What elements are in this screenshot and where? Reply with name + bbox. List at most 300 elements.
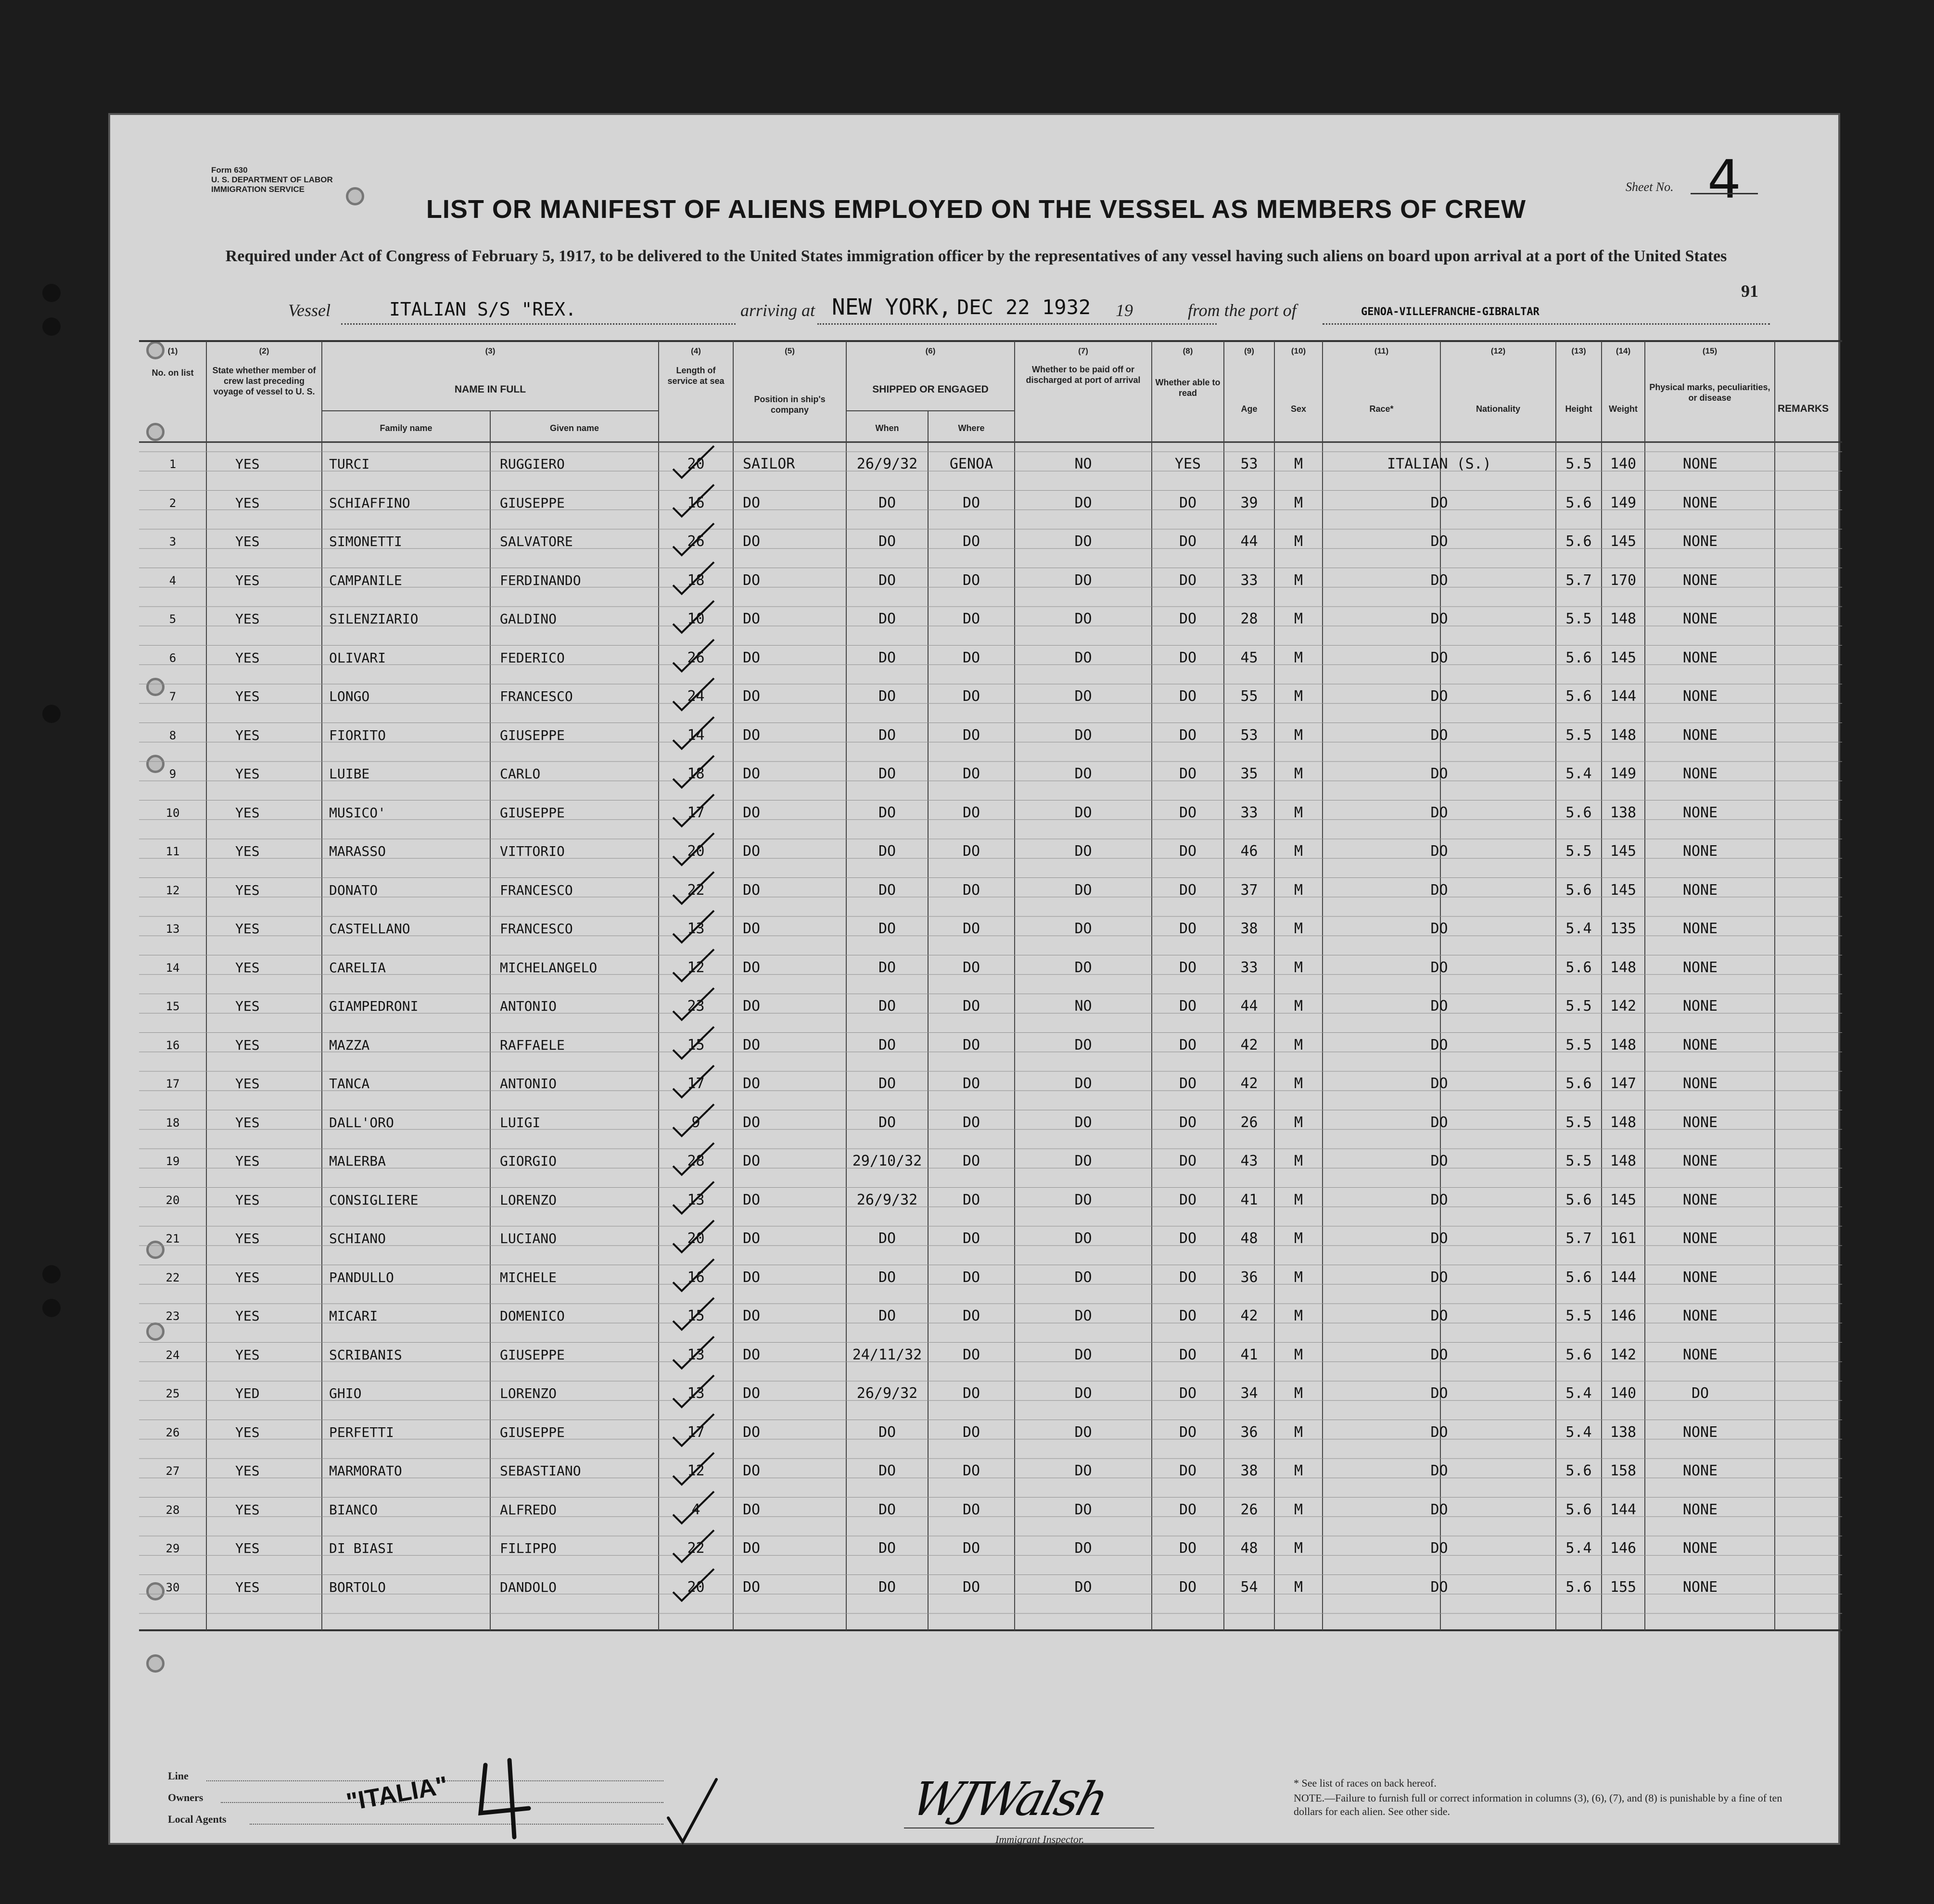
cell-read: DO (1179, 1346, 1197, 1363)
cell-family: MICARI (329, 1308, 378, 1324)
arrival-date: DEC 22 1932 (957, 295, 1091, 319)
cell-position: DO (743, 649, 761, 666)
cell-family: MALERBA (329, 1153, 386, 1169)
cell-age: 26 (1240, 1501, 1258, 1518)
cell-sex: M (1294, 1462, 1303, 1479)
cell-paid: DO (1074, 1346, 1092, 1363)
cell-prev: YES (235, 1579, 260, 1595)
cell-sex: M (1294, 494, 1303, 511)
cell-height: 5.4 (1565, 920, 1592, 937)
vessel-name: ITALIAN S/S "REX. (389, 299, 576, 320)
cell-position: DO (743, 533, 761, 550)
column-header: Height (1565, 404, 1592, 414)
cell-paid: DO (1074, 533, 1092, 550)
cell-read: DO (1179, 1307, 1197, 1324)
cell-given: DOMENICO (500, 1308, 565, 1324)
cell-prev: YES (235, 456, 260, 472)
cell-prev: YES (235, 1308, 260, 1324)
cell-service: 17 (687, 804, 705, 821)
cell-prev: YES (235, 882, 260, 898)
handwritten-mark (476, 1755, 548, 1842)
cell-weight: 142 (1610, 1346, 1637, 1363)
cell-position: DO (743, 1385, 761, 1402)
cell-no: 3 (169, 535, 177, 548)
cell-where: DO (962, 1191, 980, 1208)
cell-family: CONSIGLIERE (329, 1192, 419, 1208)
cell-family: PANDULLO (329, 1269, 394, 1285)
column-number: (5) (785, 346, 795, 355)
cell-given: GALDINO (500, 611, 557, 627)
cell-service: 23 (687, 998, 705, 1015)
cell-weight: 148 (1610, 1153, 1637, 1169)
cell-when: DO (878, 1230, 896, 1247)
column-number: (15) (1702, 346, 1718, 355)
cell-weight: 145 (1610, 649, 1637, 666)
page-number: 91 (1741, 281, 1758, 301)
cell-marks: NONE (1682, 1269, 1718, 1286)
cell-height: 5.5 (1565, 1307, 1592, 1324)
department: U. S. DEPARTMENT OF LABOR (211, 175, 333, 184)
cell-where: DO (962, 959, 980, 976)
cell-paid: DO (1074, 959, 1092, 976)
cell-given: SALVATORE (500, 533, 573, 549)
cell-sex: M (1294, 1153, 1303, 1169)
cell-sex: M (1294, 1036, 1303, 1054)
cell-age: 33 (1240, 804, 1258, 821)
cell-when: DO (878, 533, 896, 550)
column-number: (1) (167, 346, 178, 355)
cell-service: 13 (687, 1385, 705, 1402)
owners-underline (221, 1802, 663, 1803)
cell-position: DO (743, 1501, 761, 1518)
cell-given: GIUSEPPE (500, 1346, 565, 1363)
cell-where: DO (962, 1114, 980, 1131)
cell-marks: NONE (1682, 920, 1718, 937)
cell-sex: M (1294, 1540, 1303, 1557)
cell-no: 25 (165, 1387, 180, 1400)
cell-family: DONATO (329, 882, 378, 898)
cell-given: GIUSEPPE (500, 727, 565, 743)
cell-read: DO (1179, 494, 1197, 511)
column-number: (12) (1490, 346, 1506, 355)
cell-age: 53 (1240, 456, 1258, 472)
cell-when: DO (878, 1462, 896, 1479)
cell-when: DO (878, 1114, 896, 1131)
cell-prev: YES (235, 495, 260, 511)
cell-race: DO (1430, 688, 1448, 705)
cell-sex: M (1294, 1423, 1303, 1441)
cell-prev: YES (235, 843, 260, 859)
cell-age: 44 (1240, 998, 1258, 1015)
cell-sex: M (1294, 959, 1303, 976)
cell-age: 34 (1240, 1385, 1258, 1402)
cell-prev: YES (235, 1037, 260, 1053)
cell-prev: YES (235, 959, 260, 976)
cell-race: DO (1430, 920, 1448, 937)
cell-given: LORENZO (500, 1385, 557, 1401)
cell-sex: M (1294, 1385, 1303, 1402)
cell-prev: YES (235, 533, 260, 549)
cell-no: 28 (165, 1503, 180, 1517)
cell-age: 36 (1240, 1269, 1258, 1286)
subheader-where: Where (958, 423, 985, 433)
cell-prev: YES (235, 1501, 260, 1518)
cell-when: DO (878, 959, 896, 976)
cell-given: MICHELANGELO (500, 959, 598, 976)
cell-position: DO (743, 1578, 761, 1596)
cell-sex: M (1294, 571, 1303, 589)
cell-prev: YES (235, 727, 260, 743)
cell-where: DO (962, 1269, 980, 1286)
cell-no: 16 (165, 1038, 180, 1052)
cell-position: DO (743, 1423, 761, 1441)
binder-hole (42, 705, 61, 723)
cell-age: 53 (1240, 726, 1258, 744)
cell-position: DO (743, 1462, 761, 1479)
cell-when: DO (878, 1075, 896, 1092)
cell-height: 5.6 (1565, 1269, 1592, 1286)
cell-family: DALL'ORO (329, 1114, 394, 1130)
cell-paid: DO (1074, 1230, 1092, 1247)
cell-no: 8 (169, 728, 177, 742)
cell-where: DO (962, 726, 980, 744)
cell-race: ITALIAN (S.) (1387, 456, 1491, 472)
cell-family: BORTOLO (329, 1579, 386, 1595)
cell-no: 27 (165, 1464, 180, 1478)
cell-race: DO (1430, 1540, 1448, 1557)
cell-given: FRANCESCO (500, 882, 573, 898)
cell-when: 26/9/32 (856, 456, 918, 472)
cell-when: 26/9/32 (856, 1191, 918, 1208)
cell-where: DO (962, 1385, 980, 1402)
cell-given: FERDINANDO (500, 572, 581, 588)
cell-where: DO (962, 494, 980, 511)
cell-marks: NONE (1682, 1423, 1718, 1441)
cell-given: ANTONIO (500, 1076, 557, 1092)
column-header: Race* (1369, 404, 1394, 414)
cell-prev: YES (235, 1540, 260, 1556)
cell-marks: NONE (1682, 1540, 1718, 1557)
cell-where: DO (962, 1036, 980, 1054)
cell-prev: YES (235, 1231, 260, 1246)
cell-weight: 146 (1610, 1307, 1637, 1324)
cell-race: DO (1430, 1269, 1448, 1286)
cell-when: DO (878, 765, 896, 782)
binder-hole (42, 1299, 61, 1317)
cell-race: DO (1430, 1036, 1448, 1054)
column-number: (4) (691, 346, 701, 355)
cell-height: 5.4 (1565, 1423, 1592, 1441)
cell-no: 11 (165, 845, 180, 858)
cell-height: 5.4 (1565, 1540, 1592, 1557)
cell-no: 7 (169, 690, 177, 703)
cell-age: 35 (1240, 765, 1258, 782)
cell-race: DO (1430, 1114, 1448, 1131)
cell-when: DO (878, 881, 896, 899)
cell-height: 5.4 (1565, 765, 1592, 782)
column-number: (8) (1183, 346, 1193, 355)
cell-height: 5.6 (1565, 533, 1592, 550)
cell-marks: NONE (1682, 688, 1718, 705)
cell-weight: 140 (1610, 1385, 1637, 1402)
cell-read: DO (1179, 1385, 1197, 1402)
cell-position: DO (743, 1269, 761, 1286)
cell-sex: M (1294, 920, 1303, 937)
cell-paid: DO (1074, 1191, 1092, 1208)
cell-where: DO (962, 649, 980, 666)
binder-hole (42, 284, 61, 302)
cell-race: DO (1430, 1075, 1448, 1092)
year-label: 19 (1116, 301, 1133, 320)
cell-sex: M (1294, 1346, 1303, 1363)
cell-service: 16 (687, 494, 705, 511)
cell-height: 5.5 (1565, 998, 1592, 1015)
cell-marks: NONE (1682, 959, 1718, 976)
cell-weight: 148 (1610, 1036, 1637, 1054)
cell-paid: DO (1074, 1540, 1092, 1557)
cell-service: 13 (687, 1346, 705, 1363)
cell-weight: 145 (1610, 843, 1637, 860)
column-number: (11) (1374, 346, 1389, 355)
subheader-when: When (875, 423, 899, 433)
cell-race: DO (1430, 571, 1448, 589)
cell-sex: M (1294, 843, 1303, 860)
cell-read: DO (1179, 1075, 1197, 1092)
column-header: State whether member of crew last preceding voyage of vessel to U. S. (212, 366, 316, 396)
cell-marks: NONE (1682, 1346, 1718, 1363)
penalty-note: NOTE.—Failure to furnish full or correct information in columns (3), (6), (7), and (8) is punishable by a fine of ten dollars for each alien. See other side. (1294, 1792, 1782, 1817)
cell-service: 12 (687, 959, 705, 976)
column-header: Whether to be paid off or discharged at port of arrival (1026, 365, 1141, 385)
cell-height: 5.6 (1565, 649, 1592, 666)
cell-when: DO (878, 571, 896, 589)
cell-prev: YES (235, 1192, 260, 1208)
column-header: Position in ship's company (754, 394, 826, 415)
cell-marks: NONE (1682, 610, 1718, 627)
cell-height: 5.5 (1565, 843, 1592, 860)
cell-service: 17 (687, 1423, 705, 1441)
cell-marks: NONE (1682, 881, 1718, 899)
cell-sex: M (1294, 1269, 1303, 1286)
column-number: (7) (1078, 346, 1088, 355)
column-header: Sex (1290, 404, 1307, 414)
cell-sex: M (1294, 1501, 1303, 1518)
cell-marks: NONE (1682, 1462, 1718, 1479)
cell-no: 26 (165, 1425, 180, 1439)
subheader-given-name: Given name (549, 423, 599, 433)
column-header: Weight (1609, 404, 1638, 414)
cell-read: YES (1174, 456, 1201, 472)
cell-prev: YES (235, 611, 260, 627)
cell-when: DO (878, 920, 896, 937)
cell-position: DO (743, 494, 761, 511)
cell-paid: DO (1074, 881, 1092, 899)
cell-weight: 138 (1610, 1423, 1637, 1441)
cell-when: DO (878, 1578, 896, 1596)
cell-service: 26 (687, 533, 705, 550)
cell-age: 42 (1240, 1075, 1258, 1092)
cell-service: 13 (687, 920, 705, 937)
column-header: Age (1241, 404, 1258, 414)
cell-sex: M (1294, 726, 1303, 744)
cell-sex: M (1294, 998, 1303, 1015)
cell-age: 38 (1240, 920, 1258, 937)
cell-family: SCHIANO (329, 1231, 386, 1246)
cell-no: 13 (165, 922, 180, 936)
cell-position: SAILOR (743, 456, 795, 472)
from-port-underline (1323, 323, 1770, 325)
cell-weight: 142 (1610, 998, 1637, 1015)
cell-no: 22 (165, 1270, 180, 1284)
cell-weight: 140 (1610, 456, 1637, 472)
cell-weight: 161 (1610, 1230, 1637, 1247)
cell-position: DO (743, 610, 761, 627)
cell-height: 5.5 (1565, 1036, 1592, 1054)
cell-service: 17 (687, 1075, 705, 1092)
cell-prev: YES (235, 1269, 260, 1285)
cell-where: DO (962, 1423, 980, 1441)
cell-family: LONGO (329, 688, 370, 704)
cell-read: DO (1179, 881, 1197, 899)
cell-height: 5.6 (1565, 1346, 1592, 1363)
cell-paid: DO (1074, 1423, 1092, 1441)
cell-race: DO (1430, 1501, 1448, 1518)
cell-sex: M (1294, 1114, 1303, 1131)
cell-no: 5 (169, 612, 177, 626)
cell-race: DO (1430, 843, 1448, 860)
cell-position: DO (743, 920, 761, 937)
column-header: SHIPPED OR ENGAGED (872, 384, 989, 395)
cell-no: 12 (165, 883, 180, 897)
cell-prev: YES (235, 1114, 260, 1130)
cell-read: DO (1179, 920, 1197, 937)
cell-age: 46 (1240, 843, 1258, 860)
from-port: GENOA-VILLEFRANCHE-GIBRALTAR (1361, 306, 1540, 318)
cell-service: 22 (687, 1540, 705, 1557)
cell-position: DO (743, 765, 761, 782)
cell-when: DO (878, 998, 896, 1015)
cell-position: DO (743, 1075, 761, 1092)
cell-weight: 144 (1610, 1501, 1637, 1518)
cell-weight: 155 (1610, 1578, 1637, 1596)
cell-weight: 148 (1610, 610, 1637, 627)
races-note: * See list of races on back hereof. (1294, 1777, 1437, 1789)
cell-no: 19 (165, 1155, 180, 1168)
cell-position: DO (743, 1114, 761, 1131)
cell-sex: M (1294, 688, 1303, 705)
cell-when: DO (878, 649, 896, 666)
cell-family: MARMORATO (329, 1463, 402, 1479)
cell-given: GIUSEPPE (500, 1424, 565, 1440)
cell-marks: NONE (1682, 649, 1718, 666)
cell-service: 9 (691, 1114, 700, 1131)
cell-family: OLIVARI (329, 649, 386, 666)
cell-given: ALFREDO (500, 1501, 557, 1518)
cell-service: 16 (687, 1269, 705, 1286)
cell-marks: NONE (1682, 765, 1718, 782)
cell-height: 5.6 (1565, 494, 1592, 511)
arrival-port: NEW YORK, (832, 294, 952, 320)
cell-position: DO (743, 998, 761, 1015)
cell-given: ANTONIO (500, 998, 557, 1014)
cell-prev: YES (235, 998, 260, 1014)
cell-read: DO (1179, 1036, 1197, 1054)
cell-when: DO (878, 843, 896, 860)
cell-paid: DO (1074, 843, 1092, 860)
cell-given: RAFFAELE (500, 1037, 565, 1053)
cell-given: VITTORIO (500, 843, 565, 859)
cell-given: GIORGIO (500, 1153, 557, 1169)
cell-read: DO (1179, 1540, 1197, 1557)
cell-marks: DO (1691, 1385, 1709, 1402)
cell-weight: 158 (1610, 1462, 1637, 1479)
cell-height: 5.6 (1565, 1191, 1592, 1208)
inspector-signature: WJWalsh (906, 1772, 1113, 1826)
cell-read: DO (1179, 1423, 1197, 1441)
cell-prev: YES (235, 766, 260, 782)
cell-read: DO (1179, 1269, 1197, 1286)
cell-weight: 149 (1610, 765, 1637, 782)
form-number: Form 630 (211, 165, 248, 175)
local-agents-label: Local Agents (168, 1813, 227, 1825)
cell-race: DO (1430, 533, 1448, 550)
cell-where: DO (962, 1230, 980, 1247)
cell-race: DO (1430, 998, 1448, 1015)
column-header: Physical marks, peculiarities, or disease (1649, 382, 1770, 403)
cell-no: 18 (165, 1116, 180, 1130)
cell-prev: YES (235, 1153, 260, 1169)
cell-race: DO (1430, 1191, 1448, 1208)
page-subtitle: Required under Act of Congress of February 5, 1917, to be delivered to the United States immigration officer by the representatives of any vessel having such aliens on board upon arrival at a port of the United States (225, 247, 1727, 265)
manifest-sheet (108, 113, 1840, 1845)
cell-where: DO (962, 881, 980, 899)
cell-marks: NONE (1682, 494, 1718, 511)
cell-where: DO (962, 610, 980, 627)
column-number: (6) (925, 346, 936, 355)
cell-family: GIAMPEDRONI (329, 998, 419, 1014)
cell-family: TURCI (329, 456, 370, 472)
cell-prev: YES (235, 1463, 260, 1479)
cell-read: DO (1179, 533, 1197, 550)
cell-family: MARASSO (329, 843, 386, 859)
agents-underline (250, 1824, 663, 1825)
cell-service: 20 (687, 1230, 705, 1247)
cell-when: DO (878, 1269, 896, 1286)
cell-no: 10 (165, 806, 180, 820)
cell-height: 5.7 (1565, 1230, 1592, 1247)
cell-position: DO (743, 571, 761, 589)
cell-height: 5.6 (1565, 1501, 1592, 1518)
cell-age: 37 (1240, 881, 1258, 899)
column-header: No. on list (152, 368, 194, 378)
cell-service: 14 (687, 726, 705, 744)
cell-marks: NONE (1682, 843, 1718, 860)
cell-age: 39 (1240, 494, 1258, 511)
vessel-label: Vessel (288, 301, 331, 320)
cell-height: 5.6 (1565, 688, 1592, 705)
cell-weight: 145 (1610, 1191, 1637, 1208)
cell-no: 1 (169, 457, 177, 471)
column-number: (13) (1571, 346, 1586, 355)
cell-sex: M (1294, 881, 1303, 899)
cell-service: 12 (687, 1462, 705, 1479)
cell-service: 24 (687, 688, 705, 705)
punch-hole (146, 423, 165, 441)
cell-race: DO (1430, 610, 1448, 627)
cell-age: 43 (1240, 1153, 1258, 1169)
cell-sex: M (1294, 1191, 1303, 1208)
cell-paid: DO (1074, 1501, 1092, 1518)
